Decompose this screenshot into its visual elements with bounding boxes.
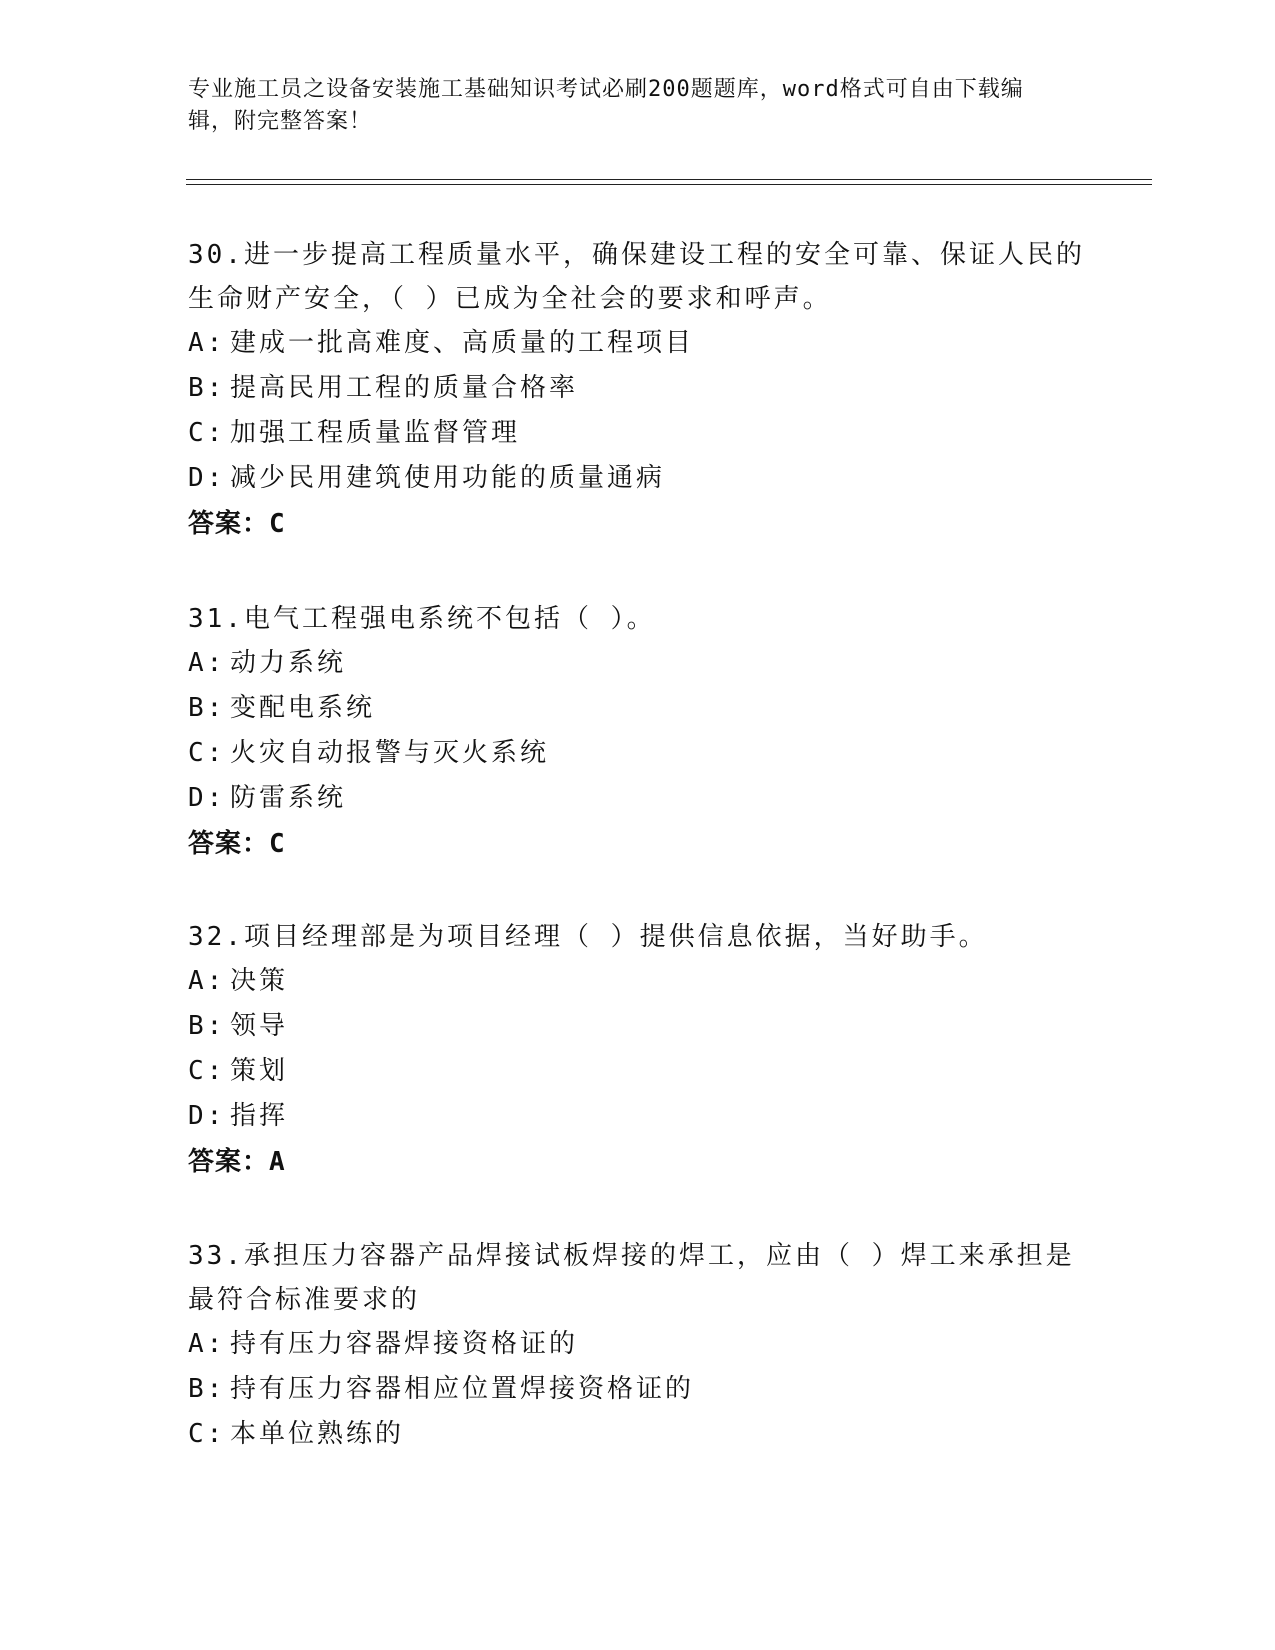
option-text: 策划	[230, 1056, 289, 1086]
option-c	[188, 411, 1088, 456]
header-divider-bottom	[186, 184, 1152, 185]
option-letter: B:	[188, 373, 226, 403]
option-letter: C:	[188, 738, 226, 768]
option-a	[188, 1322, 1088, 1367]
option-text: 提高民用工程的质量合格率	[230, 373, 579, 403]
option-c	[188, 1412, 1088, 1457]
option-letter: A:	[188, 648, 226, 678]
option-letter: D:	[188, 1101, 226, 1131]
option-text: 防雷系统	[230, 783, 347, 813]
question-stem: 33.承担压力容器产品焊接试板焊接的焊工，应由（ ）焊工来承担是最符合标准要求的	[188, 1241, 1075, 1315]
option-text: 持有压力容器相应位置焊接资格证的	[230, 1374, 695, 1404]
option-d	[188, 776, 1088, 821]
option-letter: A:	[188, 1329, 226, 1359]
option-a	[188, 641, 1088, 686]
option-letter: B:	[188, 1374, 226, 1404]
option-text: 指挥	[230, 1101, 289, 1131]
option-letter: B:	[188, 1011, 226, 1041]
answer: 答案：C	[188, 829, 286, 859]
option-text: 持有压力容器焊接资格证的	[230, 1329, 579, 1359]
option-text: 变配电系统	[230, 693, 376, 723]
option-c	[188, 731, 1088, 776]
option-letter: C:	[188, 1419, 226, 1449]
header-divider-top	[186, 179, 1152, 180]
option-d	[188, 456, 1088, 501]
option-letter: D:	[188, 463, 226, 493]
option-text: 领导	[230, 1011, 289, 1041]
option-d	[188, 1094, 1088, 1139]
option-text: 加强工程质量监督管理	[230, 418, 521, 448]
option-text: 动力系统	[230, 648, 347, 678]
option-letter: C:	[188, 418, 226, 448]
question-stem: 30.进一步提高工程质量水平，确保建设工程的安全可靠、保证人民的生命财产安全，（ ）已成为全社会的要求和呼声。	[188, 240, 1085, 314]
option-b	[188, 366, 1088, 411]
option-text: 减少民用建筑使用功能的质量通病	[230, 463, 666, 493]
option-b	[188, 1004, 1088, 1049]
option-letter: C:	[188, 1056, 226, 1086]
option-a	[188, 959, 1088, 1004]
document-title: 专业施工员之设备安装施工基础知识考试必刷200题题库，word格式可自由下载编辑，附完整答案！	[188, 77, 1024, 134]
answer: 答案：A	[188, 1147, 286, 1177]
option-letter: A:	[188, 328, 226, 358]
answer: 答案：C	[188, 509, 286, 539]
option-b	[188, 686, 1088, 731]
question-31	[188, 597, 1088, 867]
option-text: 火灾自动报警与灭火系统	[230, 738, 550, 768]
option-letter: D:	[188, 783, 226, 813]
question-stem: 32.项目经理部是为项目经理（ ）提供信息依据，当好助手。	[188, 922, 988, 952]
option-text: 本单位熟练的	[230, 1419, 405, 1449]
question-33	[188, 1234, 1088, 1457]
question-stem: 31.电气工程强电系统不包括（ ）。	[188, 604, 656, 634]
option-b	[188, 1367, 1088, 1412]
option-text: 决策	[230, 966, 289, 996]
option-c	[188, 1049, 1088, 1094]
question-32	[188, 915, 1088, 1185]
option-text: 建成一批高难度、高质量的工程项目	[230, 328, 695, 358]
option-letter: A:	[188, 966, 226, 996]
option-a	[188, 321, 1088, 366]
question-30	[188, 233, 1088, 547]
option-letter: B:	[188, 693, 226, 723]
